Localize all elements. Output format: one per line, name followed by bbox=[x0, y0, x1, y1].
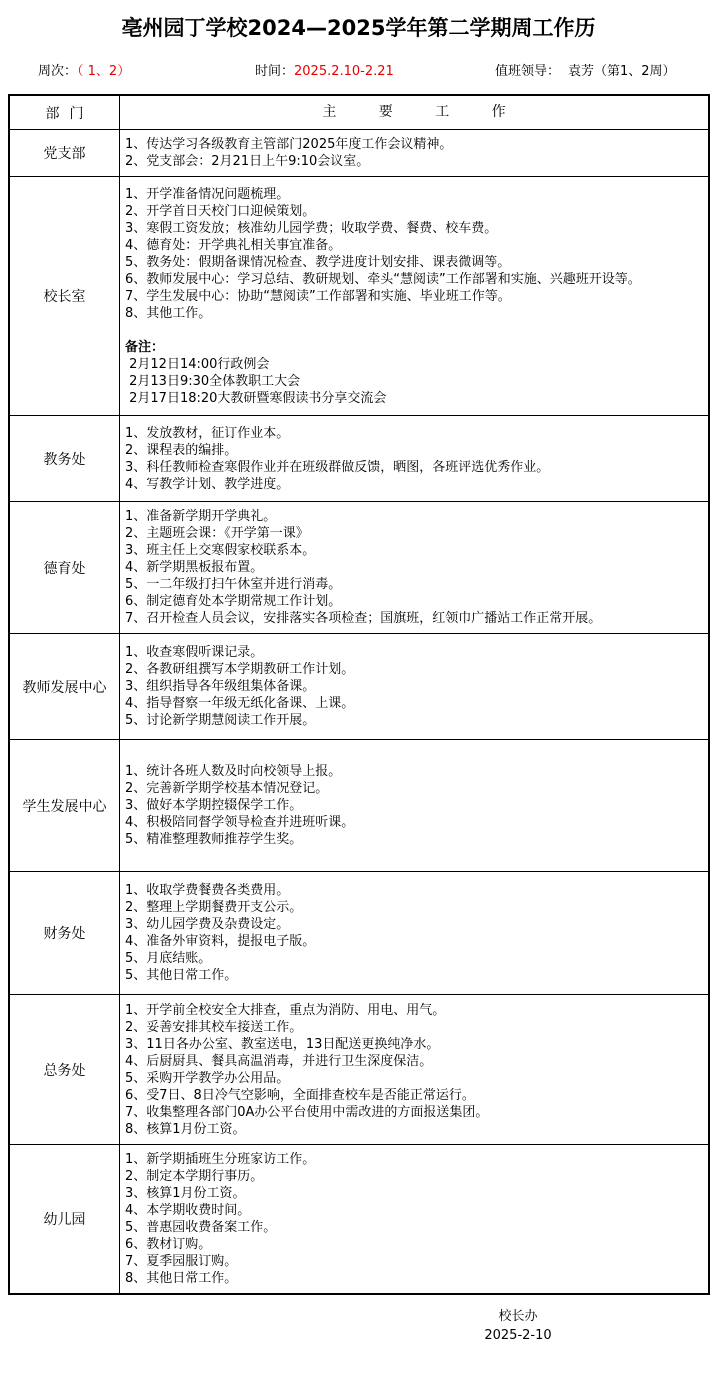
work-items bbox=[120, 130, 708, 176]
week-value: （ 1、2） bbox=[77, 64, 131, 79]
work-item: 1、统计各班人数及时向校领导上报。 bbox=[125, 764, 342, 779]
department-label: 德育处 bbox=[10, 502, 120, 633]
duty-leader-label: 值班领导： bbox=[495, 64, 561, 79]
table-row bbox=[10, 176, 708, 415]
work-item: 1、开学准备情况问题梳理。 bbox=[125, 186, 290, 202]
table-row bbox=[10, 739, 708, 871]
work-item: 3、做好本学期控辍保学工作。 bbox=[125, 798, 303, 813]
work-item: 5、教务处：假期备课情况检查、教学进度计划安排、课表微调等。 bbox=[125, 254, 511, 270]
work-item: 3、幼儿园学费及杂费设定。 bbox=[125, 917, 290, 932]
work-item: 6、教师发展中心：学习总结、教研规划、牵头“慧阅读”工作部署和实施、兴趣班开设等。 bbox=[125, 271, 641, 287]
duty-leader-value: 袁芳（第1、2周） bbox=[568, 64, 676, 79]
work-item: 4、德育处：开学典礼相关事宜准备。 bbox=[125, 237, 342, 253]
table-row bbox=[10, 1144, 708, 1293]
footer-date: 2025-2-10 bbox=[484, 1328, 552, 1343]
work-items bbox=[120, 740, 708, 871]
duty-leader-field bbox=[495, 62, 676, 82]
work-item: 7、召开检查人员会议，安排落实各项检查；国旗班，红领巾广播站工作正常开展。 bbox=[125, 611, 602, 626]
footer-office: 校长办 bbox=[498, 1309, 538, 1324]
department-label: 党支部 bbox=[10, 130, 120, 176]
table-row bbox=[10, 501, 708, 633]
work-item: 2、完善新学期学校基本情况登记。 bbox=[125, 781, 329, 796]
work-item: 8、其他日常工作。 bbox=[125, 1271, 238, 1286]
work-item: 2、妥善安排其校车接送工作。 bbox=[125, 1019, 303, 1035]
work-item: 6、制定德育处本学期常规工作计划。 bbox=[125, 594, 342, 609]
department-label: 幼儿园 bbox=[10, 1145, 120, 1293]
work-items bbox=[120, 416, 708, 501]
work-item: 2、课程表的编排。 bbox=[125, 442, 238, 458]
table-header-row bbox=[10, 96, 708, 129]
work-item: 3、核算1月份工资。 bbox=[125, 1186, 246, 1201]
work-item: 4、写教学计划、教学进度。 bbox=[125, 476, 290, 492]
work-item: 1、新学期插班生分班家访工作。 bbox=[125, 1152, 316, 1167]
week-label: 周次： bbox=[38, 64, 78, 79]
work-item: 5、采购开学教学办公用品。 bbox=[125, 1070, 290, 1086]
department-label: 总务处 bbox=[10, 995, 120, 1144]
work-items bbox=[120, 177, 708, 415]
work-item: 4、后厨厨具、餐具高温消毒，并进行卫生深度保洁。 bbox=[125, 1053, 433, 1069]
work-item: 5、月底结账。 bbox=[125, 951, 212, 966]
document-footer bbox=[418, 1307, 618, 1345]
work-item: 2、整理上学期餐费开支公示。 bbox=[125, 900, 303, 915]
work-item: 5、讨论新学期慧阅读工作开展。 bbox=[125, 713, 316, 728]
work-item: 5、精准整理教师推荐学生奖。 bbox=[125, 832, 303, 847]
work-item: 1、开学前全校安全大排查，重点为消防、用电、用气。 bbox=[125, 1002, 446, 1018]
week-field bbox=[38, 62, 130, 82]
work-item: 2、主题班会课：《开学第一课》 bbox=[125, 526, 309, 541]
work-item: 2、党支部会：2月21日上午9:10会议室。 bbox=[125, 154, 370, 169]
meta-bar bbox=[0, 62, 717, 82]
work-item: 2月17日18:20大教研暨寒假读书分享交流会 bbox=[125, 390, 387, 406]
work-item: 4、准备外审资料，提报电子版。 bbox=[125, 934, 316, 949]
table-row bbox=[10, 871, 708, 994]
work-item: 1、发放教材，征订作业本。 bbox=[125, 425, 290, 441]
work-item: 7、收集整理各部门0A办公平台使用中需改进的方面报送集团。 bbox=[125, 1104, 489, 1120]
work-item: 3、组织指导各年级组集体备课。 bbox=[125, 679, 316, 694]
work-item: 3、科任教师检查寒假作业并在班级群做反馈，晒图，各班评选优秀作业。 bbox=[125, 459, 550, 475]
work-item: 1、传达学习各级教育主管部门2025年度工作会议精神。 bbox=[125, 137, 453, 152]
work-items bbox=[120, 1145, 708, 1293]
work-item: 8、其他工作。 bbox=[125, 305, 212, 321]
work-items bbox=[120, 634, 708, 739]
work-item: 4、积极陪同督学领导检查并进班听课。 bbox=[125, 815, 355, 830]
main-work-column-header: 主 要 工 作 bbox=[322, 104, 506, 120]
department-label: 校长室 bbox=[10, 177, 120, 415]
work-item: 4、指导督察一年级无纸化备课、上课。 bbox=[125, 696, 355, 711]
department-label: 教师发展中心 bbox=[10, 634, 120, 739]
table-row bbox=[10, 129, 708, 176]
work-item: 1、收取学费餐费各类费用。 bbox=[125, 883, 290, 898]
table-row bbox=[10, 994, 708, 1144]
work-item: 8、核算1月份工资。 bbox=[125, 1121, 246, 1137]
work-item bbox=[125, 322, 702, 339]
work-item: 6、教材订购。 bbox=[125, 1237, 212, 1252]
page-title: 亳州园丁学校2024—2025学年第二学期周工作历 bbox=[121, 16, 596, 40]
work-items bbox=[120, 995, 708, 1144]
work-item: 3、班主任上交寒假家校联系本。 bbox=[125, 543, 316, 558]
work-item: 4、新学期黑板报布置。 bbox=[125, 560, 264, 575]
work-items bbox=[120, 872, 708, 994]
work-item: 备注： bbox=[125, 339, 165, 355]
work-item: 6、受7日、8日冷气空影响，全面排查校车是否能正常运行。 bbox=[125, 1087, 475, 1103]
work-item: 4、本学期收费时间。 bbox=[125, 1203, 251, 1218]
work-item: 5、其他日常工作。 bbox=[125, 968, 238, 983]
department-label: 财务处 bbox=[10, 872, 120, 994]
time-field bbox=[255, 62, 394, 82]
work-item: 5、一二年级打扫午休室并进行消毒。 bbox=[125, 577, 342, 592]
table-row bbox=[10, 415, 708, 501]
work-item: 3、11日各办公室、教室送电，13日配送更换纯净水。 bbox=[125, 1036, 440, 1052]
work-item: 2、制定本学期行事历。 bbox=[125, 1169, 264, 1184]
work-item: 2、各教研组撰写本学期教研工作计划。 bbox=[125, 662, 355, 677]
department-label: 教务处 bbox=[10, 416, 120, 501]
work-item: 5、普惠园收费备案工作。 bbox=[125, 1220, 277, 1235]
work-item: 2、开学首日天校门口迎候策划。 bbox=[125, 203, 316, 219]
work-table bbox=[8, 94, 710, 1295]
department-label: 学生发展中心 bbox=[10, 740, 120, 871]
work-item: 1、收查寒假听课记录。 bbox=[125, 645, 264, 660]
work-item: 7、夏季园服订购。 bbox=[125, 1254, 238, 1269]
work-item: 2月13日9:30全体教职工大会 bbox=[125, 373, 301, 389]
time-value: 2025.2.10-2.21 bbox=[294, 64, 394, 79]
work-items bbox=[120, 502, 708, 633]
table-row bbox=[10, 633, 708, 739]
department-column-header: 部门 bbox=[10, 96, 120, 129]
work-item: 7、学生发展中心：协助“慧阅读”工作部署和实施、毕业班工作等。 bbox=[125, 288, 511, 304]
work-item: 2月12日14:00行政例会 bbox=[125, 356, 270, 372]
work-item: 3、寒假工资发放；核准幼儿园学费；收取学费、餐费、校车费。 bbox=[125, 220, 498, 236]
work-item: 1、准备新学期开学典礼。 bbox=[125, 509, 277, 524]
time-label: 时间： bbox=[255, 64, 295, 79]
